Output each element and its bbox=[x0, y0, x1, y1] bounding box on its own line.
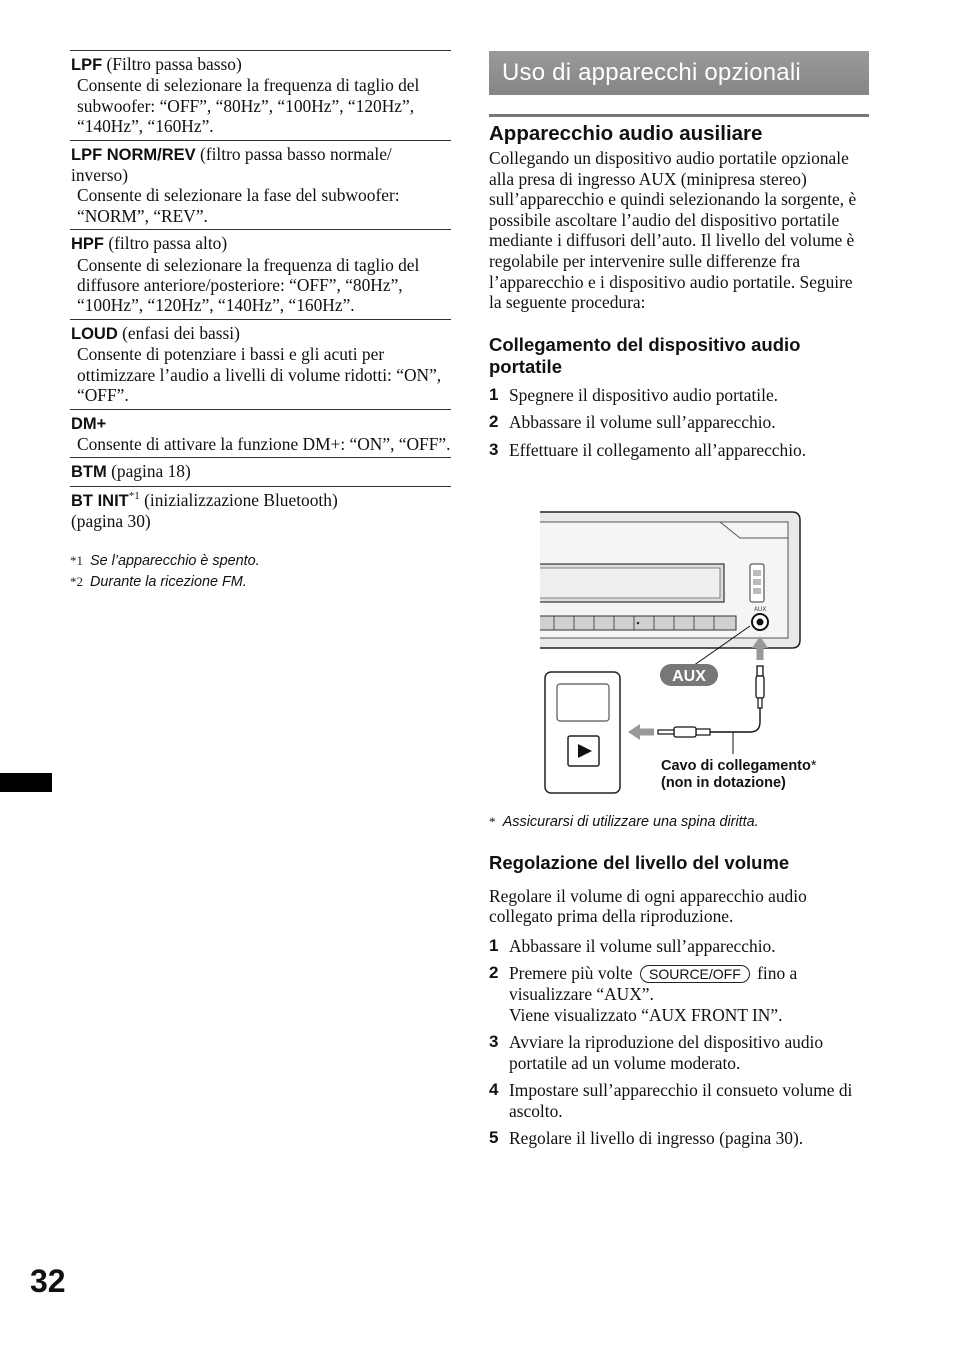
entry-term: LPF NORM/REV bbox=[71, 145, 196, 164]
footnote-ref: *1 bbox=[128, 489, 140, 502]
step bbox=[489, 1032, 869, 1073]
jack-label: AUX bbox=[754, 607, 767, 613]
entry-description: Consente di selezionare la frequenza di taglio del diffusore anteriore/posteriore: “OFF”, “80Hz”, “100Hz”, “120Hz”, “140Hz”, “160Hz”. bbox=[77, 254, 420, 316]
step-number: 2 bbox=[489, 412, 499, 432]
section-divider bbox=[489, 114, 869, 117]
entry-term: LOUD bbox=[71, 324, 118, 343]
step-number: 4 bbox=[489, 1080, 499, 1100]
step bbox=[489, 385, 869, 406]
step bbox=[489, 963, 869, 1025]
stereo-plug-icon bbox=[756, 666, 764, 708]
cable-caption-star: * bbox=[810, 758, 817, 774]
step-text: Avviare la riproduzione del dispositivo audio portatile ad un volume moderato. bbox=[509, 1032, 824, 1073]
cable-caption-line2: (non in dotazione) bbox=[661, 775, 786, 791]
connect-heading: Collegamento del dispositivo audio portatile bbox=[489, 333, 801, 377]
settings-list bbox=[70, 50, 451, 593]
cable-caption-line1: Cavo di collegamento bbox=[661, 758, 811, 774]
step-number: 2 bbox=[489, 963, 499, 983]
step-text: Premere più volte bbox=[509, 963, 633, 984]
step-number: 3 bbox=[489, 439, 499, 459]
step bbox=[489, 1128, 869, 1149]
entry-hpf bbox=[70, 229, 451, 319]
entry-term: BTM bbox=[71, 463, 107, 482]
entry-bt-init bbox=[70, 486, 451, 535]
aux-badge bbox=[660, 664, 718, 686]
entry-term: BT INIT bbox=[71, 491, 129, 510]
entry-btm bbox=[70, 457, 451, 485]
entry-description: Consente di attivare la funzione DM+: “ON”, “OFF”. bbox=[77, 433, 451, 454]
step-number: 3 bbox=[489, 1032, 499, 1052]
entry-term-note: (enfasi dei bassi) bbox=[117, 322, 240, 343]
entry-description: Consente di potenziare i bassi e gli acuti per ottimizzare l’audio a livelli di volume ridotti: “ON”, “OFF”. bbox=[77, 344, 442, 406]
step-text: fino a visualizzare “AUX”. bbox=[509, 963, 798, 1004]
footnote-text: Se l’apparecchio è spento. bbox=[90, 552, 260, 569]
step bbox=[489, 1080, 869, 1121]
footnote bbox=[70, 551, 451, 572]
connect-steps bbox=[489, 385, 869, 461]
entry-term-note: (filtro passa alto) bbox=[104, 233, 228, 254]
step bbox=[489, 440, 869, 461]
entry-description: Consente di selezionare la frequenza di taglio del subwoofer: “OFF”, “80Hz”, “100Hz”, “120Hz”, “140Hz”, “160Hz”. bbox=[77, 75, 420, 137]
entry-description: Consente di selezionare la fase del subwoofer: “NORM”, “REV”. bbox=[77, 185, 400, 226]
car-stereo-unit-icon bbox=[540, 512, 800, 648]
aux-intro: Collegando un dispositivo audio portatile opzionale alla presa di ingresso AUX (minipresa stereo) sull’apparecchio e quindi selezionando la sorgente, è possibile ascoltare l’audio del dispositivo portatile mediante i diffusori dell’auto. Il livello del volume è regolabile per intervenire sulle differenze fra l’apparecchio e i dispositivo audio portatile. Seguire la seguente procedura: bbox=[489, 148, 857, 313]
entry-term-note: (filtro passa basso normale/ inverso) bbox=[71, 143, 392, 186]
step-text: Abbassare il volume sull’apparecchio. bbox=[509, 412, 776, 433]
step-result: Viene visualizzato “AUX FRONT IN”. bbox=[509, 1004, 783, 1025]
section-tab-marker bbox=[0, 773, 52, 792]
connecting-cable bbox=[710, 708, 760, 732]
entry-term: LPF bbox=[71, 56, 103, 74]
volume-steps bbox=[489, 936, 869, 1149]
step-text: Spegnere il dispositivo audio portatile. bbox=[509, 384, 779, 405]
step-number: 1 bbox=[489, 935, 499, 955]
entry-lpf-norm-rev bbox=[70, 140, 451, 230]
source-off-button: SOURCE/OFF bbox=[640, 965, 750, 983]
footnote-mark: *1 bbox=[70, 552, 83, 568]
step-text: Abbassare il volume sull’apparecchio. bbox=[509, 935, 776, 956]
footnote bbox=[70, 572, 451, 593]
aux-heading: Apparecchio audio ausiliare bbox=[489, 122, 763, 145]
aux-connection-diagram bbox=[540, 508, 840, 798]
step-number: 1 bbox=[489, 384, 499, 404]
step-number: 5 bbox=[489, 1128, 499, 1148]
entry-loud bbox=[70, 319, 451, 409]
entry-term: DM+ bbox=[71, 414, 107, 433]
footnote-mark: *2 bbox=[70, 573, 83, 589]
entry-term-note-2: (pagina 30) bbox=[71, 511, 151, 532]
diagram-note bbox=[489, 813, 869, 831]
note-text: Assicurarsi di utilizzare una spina diritta. bbox=[502, 813, 759, 830]
aux-badge-label: AUX bbox=[672, 668, 706, 685]
footnote-text: Durante la ricezione FM. bbox=[90, 573, 247, 590]
cable-caption bbox=[661, 758, 817, 774]
note-mark: * bbox=[489, 813, 496, 829]
step bbox=[489, 412, 869, 433]
volume-heading: Regolazione del livello del volume bbox=[489, 851, 790, 873]
footnotes bbox=[70, 551, 451, 593]
step-text: Regolare il livello di ingresso (pagina 30). bbox=[509, 1128, 804, 1149]
entry-term-note: (inizializzazione Bluetooth) bbox=[139, 489, 338, 510]
portable-audio-device-icon bbox=[545, 672, 620, 793]
entry-term-note: (Filtro passa basso) bbox=[102, 54, 242, 74]
step bbox=[489, 936, 869, 957]
insert-arrow-left-icon bbox=[628, 724, 654, 740]
section-title: Uso di apparecchi opzionali bbox=[489, 51, 869, 95]
stereo-plug-icon bbox=[658, 727, 710, 737]
volume-intro: Regolare il volume di ogni apparecchio audio collegato prima della riproduzione. bbox=[489, 885, 807, 927]
step-text: Impostare sull’apparecchio il consueto volume di ascolto. bbox=[509, 1080, 853, 1121]
entry-lpf bbox=[70, 50, 451, 140]
entry-term: HPF bbox=[71, 235, 104, 254]
page-number: 32 bbox=[30, 1263, 66, 1299]
step-text: Effettuare il collegamento all’apparecchio. bbox=[509, 439, 807, 460]
entry-dm-plus bbox=[70, 409, 451, 458]
entry-term-note: (pagina 18) bbox=[106, 461, 191, 482]
